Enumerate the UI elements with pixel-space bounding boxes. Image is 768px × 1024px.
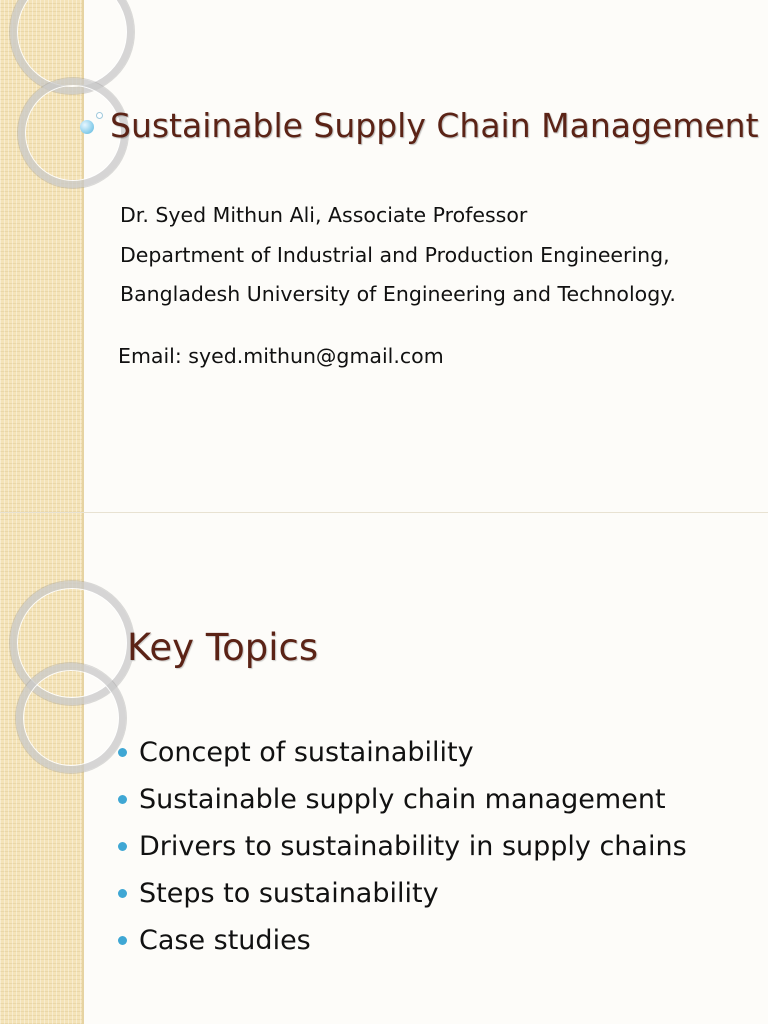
bullet-icon xyxy=(118,889,127,898)
topics-list xyxy=(118,729,687,964)
bullet-icon xyxy=(118,748,127,757)
author-name-line: Dr. Syed Mithun Ali, Associate Professor xyxy=(120,203,528,227)
topic-text: Steps to sustainability xyxy=(139,878,439,909)
department-line: Department of Industrial and Production Engineering, xyxy=(120,242,670,267)
decorative-ring-icon xyxy=(16,663,126,773)
list-item xyxy=(118,917,687,964)
small-dot-icon xyxy=(96,112,103,119)
email-text: Email: syed.mithun@gmail.com xyxy=(118,344,444,368)
topic-text: Drivers to sustainability in supply chains xyxy=(139,831,687,862)
list-item xyxy=(118,823,687,870)
key-topics-heading: Key Topics xyxy=(127,626,319,669)
key-topics-slide xyxy=(0,512,768,1024)
list-item xyxy=(118,870,687,917)
topic-text: Sustainable supply chain management xyxy=(139,784,666,815)
list-item xyxy=(118,729,687,776)
list-item xyxy=(118,776,687,823)
bullet-icon xyxy=(118,936,127,945)
bullet-dot-icon xyxy=(80,120,94,134)
topic-text: Concept of sustainability xyxy=(139,737,474,768)
bullet-icon xyxy=(118,842,127,851)
slide-title: Sustainable Supply Chain Management xyxy=(110,106,759,145)
topic-text: Case studies xyxy=(139,925,311,956)
bullet-icon xyxy=(118,795,127,804)
university-line: Bangladesh University of Engineering and Technology. xyxy=(120,282,676,306)
author-block xyxy=(120,196,676,315)
